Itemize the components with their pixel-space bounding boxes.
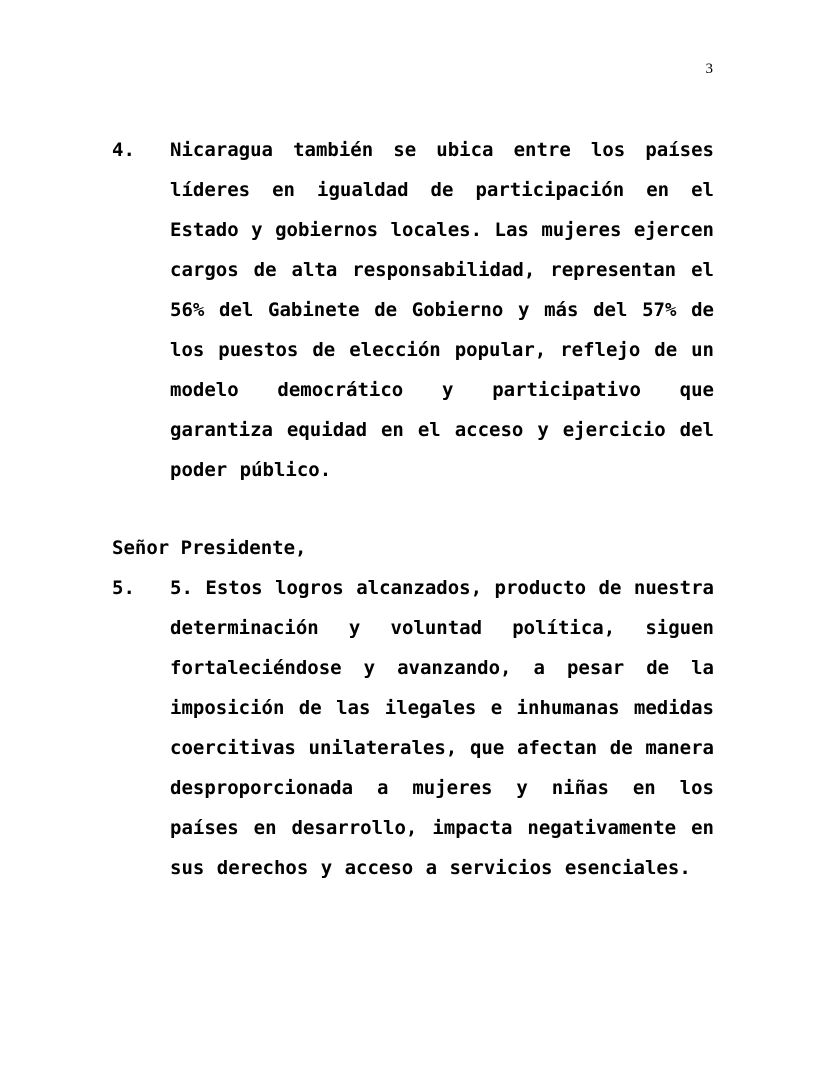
- page-number: 3: [705, 61, 713, 77]
- paragraph-5-marker: 5.: [112, 577, 135, 599]
- paragraph-4: [112, 130, 714, 490]
- paragraph-4-text: Nicaragua también se ubica entre los países líderes en igualdad de participación en el Estado y gobiernos locales. Las mujeres ejercen cargos de alta responsabilidad, representan el 56% del Gabinete de Gobierno y más del 57% de los puestos de elección popular, reflejo de un modelo democrático y participativo que garantiza equidad en el acceso y ejercicio del poder público.: [170, 139, 714, 481]
- paragraph-5: [112, 568, 714, 888]
- paragraph-5-text: 5. Estos logros alcanzados, producto de nuestra determinación y voluntad política, siguen fortaleciéndose y avanzando, a pesar de la imposición de las ilegales e inhumanas medidas coercitivas unilaterales, que afectan de manera desproporcionada a mujeres y niñas en los países en desarrollo, impacta negativamente en sus derechos y acceso a servicios esenciales.: [170, 577, 714, 879]
- document-body: [112, 130, 714, 888]
- salutation: Señor Presidente,: [112, 537, 307, 559]
- paragraph-4-marker: 4.: [112, 139, 135, 161]
